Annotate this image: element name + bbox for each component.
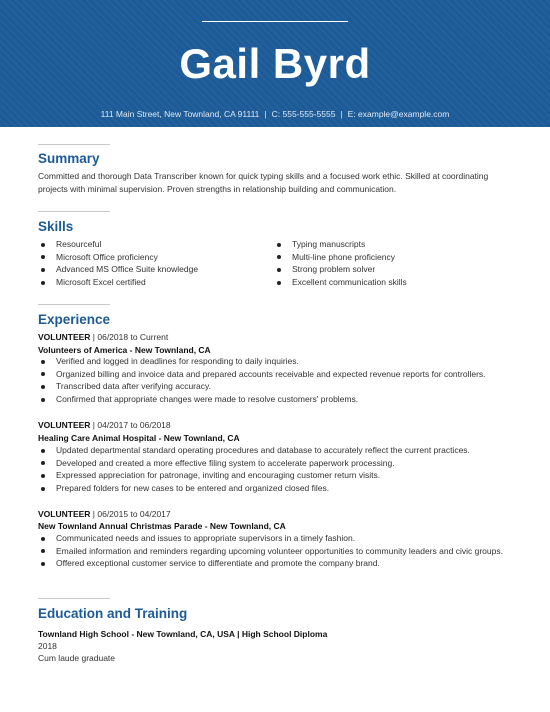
job-bullet: Communicated needs and issues to appropriate supervisors in a timely fashion. [38, 532, 516, 545]
education-honor: Cum laude graduate [38, 653, 116, 663]
contact-phone: C: 555-555-5555 [271, 109, 336, 119]
job-role: VOLUNTEER [38, 509, 91, 519]
job-bullets [38, 355, 518, 406]
skill-item: Typing manuscripts [274, 238, 514, 251]
education-school: Townland High School - New Townland, CA, USA | High School Diploma [38, 629, 328, 639]
contact-separator: | [340, 109, 343, 119]
education-heading: Education and Training [38, 606, 188, 621]
job-organization: New Townland Annual Christmas Parade - New Townland, CA [38, 521, 286, 531]
skill-item: Excellent communication skills [274, 276, 514, 289]
summary-heading: Summary [38, 151, 100, 166]
section-divider [38, 211, 110, 212]
job-dates: | 06/2018 to Current [92, 332, 169, 342]
job-dates: | 06/2015 to 04/2017 [92, 509, 171, 519]
experience-heading: Experience [38, 312, 111, 327]
contact-address: 111 Main Street, New Townland, CA 91111 [100, 109, 260, 119]
skills-list-right [274, 238, 514, 289]
section-divider [38, 598, 110, 599]
job-bullets [38, 444, 518, 495]
job-role: VOLUNTEER [38, 332, 91, 342]
job-title-line [38, 419, 171, 431]
contact-separator: | [264, 109, 267, 119]
job-bullet: Expressed appreciation for patronage, inviting and encouraging customer return visits. [38, 469, 518, 482]
skill-item: Resourceful [38, 238, 268, 251]
section-divider [38, 144, 110, 145]
job-bullet: Updated departmental standard operating procedures and database to accurately reflect the current practices. [38, 444, 518, 457]
education-year: 2018 [38, 641, 57, 651]
job-dates: | 04/2017 to 06/2018 [92, 420, 171, 430]
skill-item: Microsoft Excel certified [38, 276, 268, 289]
skills-list-left [38, 238, 268, 289]
contact-email: E: example@example.com [347, 109, 450, 119]
job-bullet: Verified and logged in deadlines for responding to daily inquiries. [38, 355, 518, 368]
job-bullet: Offered exceptional customer service to differentiate and promote the company brand. [38, 557, 516, 570]
job-bullets [38, 532, 516, 570]
contact-line [0, 108, 550, 120]
job-bullet: Organized billing and invoice data and prepared accounts receivable and expected revenue reports for controllers. [38, 368, 518, 381]
skill-item: Advanced MS Office Suite knowledge [38, 263, 268, 276]
job-bullet: Confirmed that appropriate changes were made to resolve customers' problems. [38, 393, 518, 406]
job-bullet: Emailed information and reminders regarding upcoming volunteer opportunities to community leaders and civic groups. [38, 545, 516, 558]
job-organization: Volunteers of America - New Townland, CA [38, 345, 211, 355]
header-divider [202, 21, 348, 22]
job-bullet: Developed and created a more effective filing system to accelerate paperwork processing. [38, 457, 518, 470]
job-title-line [38, 508, 171, 520]
skills-heading: Skills [38, 219, 74, 234]
summary-text: Committed and thorough Data Transcriber known for quick typing skills and a focused work ethic. Skilled at coordinating projects with minimal supervision. Proven strengths in relationship building and communication. [38, 171, 489, 194]
job-bullet: Transcribed data after verifying accuracy. [38, 380, 518, 393]
candidate-name: Gail Byrd [179, 40, 371, 87]
section-divider [38, 304, 110, 305]
job-title-line [38, 331, 168, 343]
skill-item: Strong problem solver [274, 263, 514, 276]
skill-item: Microsoft Office proficiency [38, 251, 268, 264]
job-role: VOLUNTEER [38, 420, 91, 430]
job-organization: Healing Care Animal Hospital - New Townland, CA [38, 433, 240, 443]
job-bullet: Prepared folders for new cases to be entered and organized closed files. [38, 482, 518, 495]
resume-header [0, 0, 550, 127]
skill-item: Multi-line phone proficiency [274, 251, 514, 264]
